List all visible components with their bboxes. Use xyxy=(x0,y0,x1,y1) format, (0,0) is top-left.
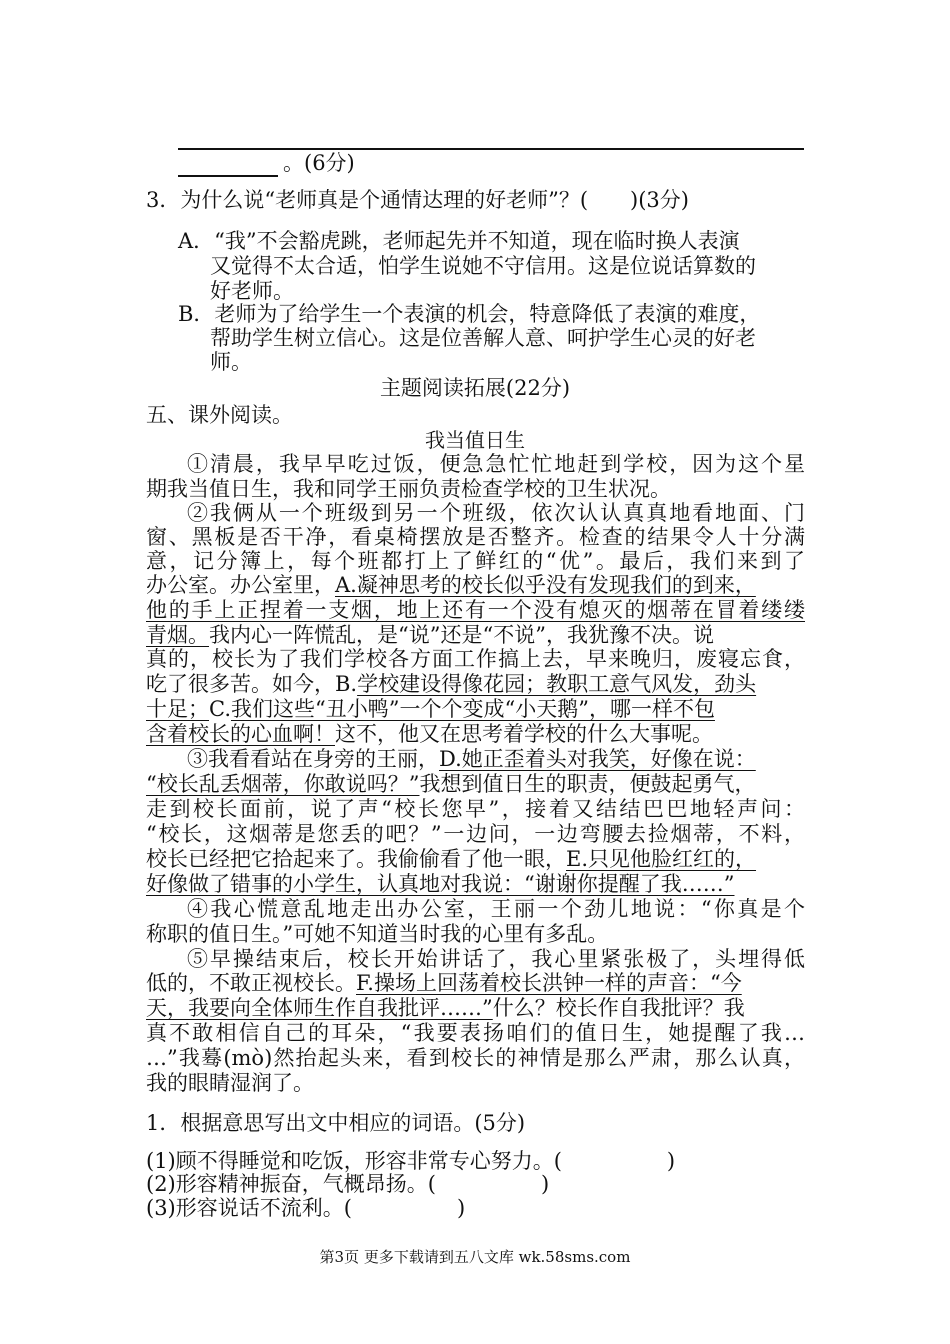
part-five-heading: 五、课外阅读。 xyxy=(146,403,293,427)
p2-line4 xyxy=(146,572,756,598)
q1-question: 1．根据意思写出文中相应的词语。(5分) xyxy=(146,1111,526,1135)
p3-line2 xyxy=(146,771,755,797)
label-c: C. xyxy=(209,697,231,721)
p2-line4-plain: 办公室。办公室里， xyxy=(146,573,335,597)
p3-line3: 走到校长面前，说了声“校长您早”，接着又结结巴巴地轻声问： xyxy=(146,797,805,821)
sentence-c-start: 我们这些“丑小鸭”一个个变成“小天鹅”，哪一样不包 xyxy=(231,697,715,721)
sentence-f-start: F.操场上回荡着校长洪钟一样的声音：“今 xyxy=(356,971,742,995)
p2-line3: 意，记分簿上，每个班都打上了鲜红的“优”。最后，我们来到了 xyxy=(146,549,805,573)
sentence-a-middle: 他的手上正捏着一支烟，地上还有一个没有熄灭的烟蒂在冒着缕缕 xyxy=(146,598,805,622)
p5-line5: …”我蓦(mò)然抬起头来，看到校长的神情是那么严肃，那么认真， xyxy=(146,1046,805,1070)
sentence-b-start: 学校建设得像花园；教职工意气风发，劲头 xyxy=(357,672,757,696)
p1-line1: ①清晨，我早早吃过饭，便急急忙忙地赶到学校，因为这个星 xyxy=(187,452,805,476)
p2-line6 xyxy=(146,622,714,648)
answer-line-2 xyxy=(178,175,278,177)
sentence-d-end: “校长乱丢烟蒂，你敢说吗？” xyxy=(146,772,420,796)
sentence-e-end: 好像做了错事的小学生，认真地对我说：“谢谢你提醒了我……” xyxy=(146,872,735,896)
p5-line2 xyxy=(146,970,742,996)
sentence-a-start: A.凝神思考的校长似乎没有发现我们的到来， xyxy=(335,573,756,597)
sentence-f-end: 天，我要向全体师生作自我批评……” xyxy=(146,996,493,1020)
q3-option-b-line2: 帮助学生树立信心。这是位善解人意、呵护学生心灵的好老 xyxy=(210,326,756,350)
p3-line4: “校长，这烟蒂是您丢的吧？”一边问，一边弯腰去捡烟蒂，不料， xyxy=(146,822,805,846)
label-b: B. xyxy=(335,672,358,696)
p5-line3-plain: 什么？校长作自我批评？我 xyxy=(492,996,745,1020)
p5-line1: ⑤早操结束后，校长开始讲话了，我心里紧张极了，头埋得低 xyxy=(187,947,805,971)
q3-question: 3．为什么说“老师真是个通情达理的好老师”？( )(3分) xyxy=(146,188,689,212)
p5-line6: 我的眼睛湿润了。 xyxy=(146,1071,314,1095)
p3-line5-plain: 校长已经把它拾起来了。我偷偷看了他一眼， xyxy=(146,847,566,871)
sentence-a-end: 青烟。 xyxy=(146,623,209,647)
q1-item-2: (2)形容精神振奋，气概昂扬。( ) xyxy=(146,1172,550,1196)
p5-line3 xyxy=(146,995,745,1021)
p3-line1 xyxy=(187,746,756,772)
sentence-d-start: D.她正歪着头对我笑，好像在说： xyxy=(439,747,756,771)
p5-line2-plain: 低的，不敢正视校长。 xyxy=(146,971,356,995)
p2-line1: ②我俩从一个班级到另一个班级，依次认认真真地看地面、门 xyxy=(187,501,805,525)
p2-line7: 真的，校长为了我们学校各方面工作搞上去，早来晚归，废寝忘食， xyxy=(146,647,805,671)
p3-line2-plain: 我想到值日生的职责，便鼓起勇气， xyxy=(419,772,756,796)
sentence-e-start: E.只见他脸红红的， xyxy=(566,847,757,871)
sentence-b-end: 十足； xyxy=(146,697,209,721)
p2-line10-plain: 这不，他又在思考着学校的什么大事呢。 xyxy=(335,722,713,746)
article-title: 我当值日生 xyxy=(425,428,525,452)
sentence-c-end: 含着校长的心血啊！ xyxy=(146,722,335,746)
p3-line1-plain: ③我看看站在身旁的王丽， xyxy=(187,747,439,771)
p1-line2: 期我当值日生，我和同学王丽负责检查学校的卫生状况。 xyxy=(146,477,671,501)
p2-line8 xyxy=(146,671,756,697)
p2-line10 xyxy=(146,721,713,747)
page-footer: 第3页 更多下载请到五八文库 wk.58sms.com xyxy=(319,1248,631,1266)
p2-line8-plain: 吃了很多苦。如今， xyxy=(146,672,335,696)
p2-line9 xyxy=(146,696,715,722)
p4-line2: 称职的值日生。”可她不知道当时我的心里有多乱。 xyxy=(146,922,609,946)
section-heading: 主题阅读拓展(22分) xyxy=(379,376,571,400)
p4-line1: ④我心慌意乱地走出办公室，王丽一个劲儿地说：“你真是个 xyxy=(187,897,805,921)
q3-option-b-line3: 师。 xyxy=(210,350,252,374)
q3-option-b-line1: B．老师为了给学生一个表演的机会，特意降低了表演的难度， xyxy=(178,302,761,326)
answer-line-1 xyxy=(178,148,804,150)
p5-line4: 真不敢相信自己的耳朵，“我要表扬咱们的值日生，她提醒了我… xyxy=(146,1021,805,1045)
q3-option-a-line1: A．“我”不会豁虎跳，老师起先并不知道，现在临时换人表演 xyxy=(178,229,740,253)
q3-option-a-line2: 又觉得不太合适，怕学生说她不守信用。这是位说话算数的 xyxy=(210,254,756,278)
q1-item-1: (1)顾不得睡觉和吃饭，形容非常专心努力。( ) xyxy=(146,1149,676,1173)
q1-item-3: (3)形容说话不流利。( ) xyxy=(146,1196,466,1220)
q2-score: 。(6分) xyxy=(283,151,355,175)
p3-line5 xyxy=(146,846,756,872)
p2-line2: 窗、黑板是否干净，看桌椅摆放是否整齐。检查的结果令人十分满 xyxy=(146,525,805,549)
p2-line6-plain: 我内心一阵慌乱，是“说”还是“不说”，我犹豫不决。说 xyxy=(209,623,714,647)
q3-option-a-line3: 好老师。 xyxy=(210,279,294,303)
